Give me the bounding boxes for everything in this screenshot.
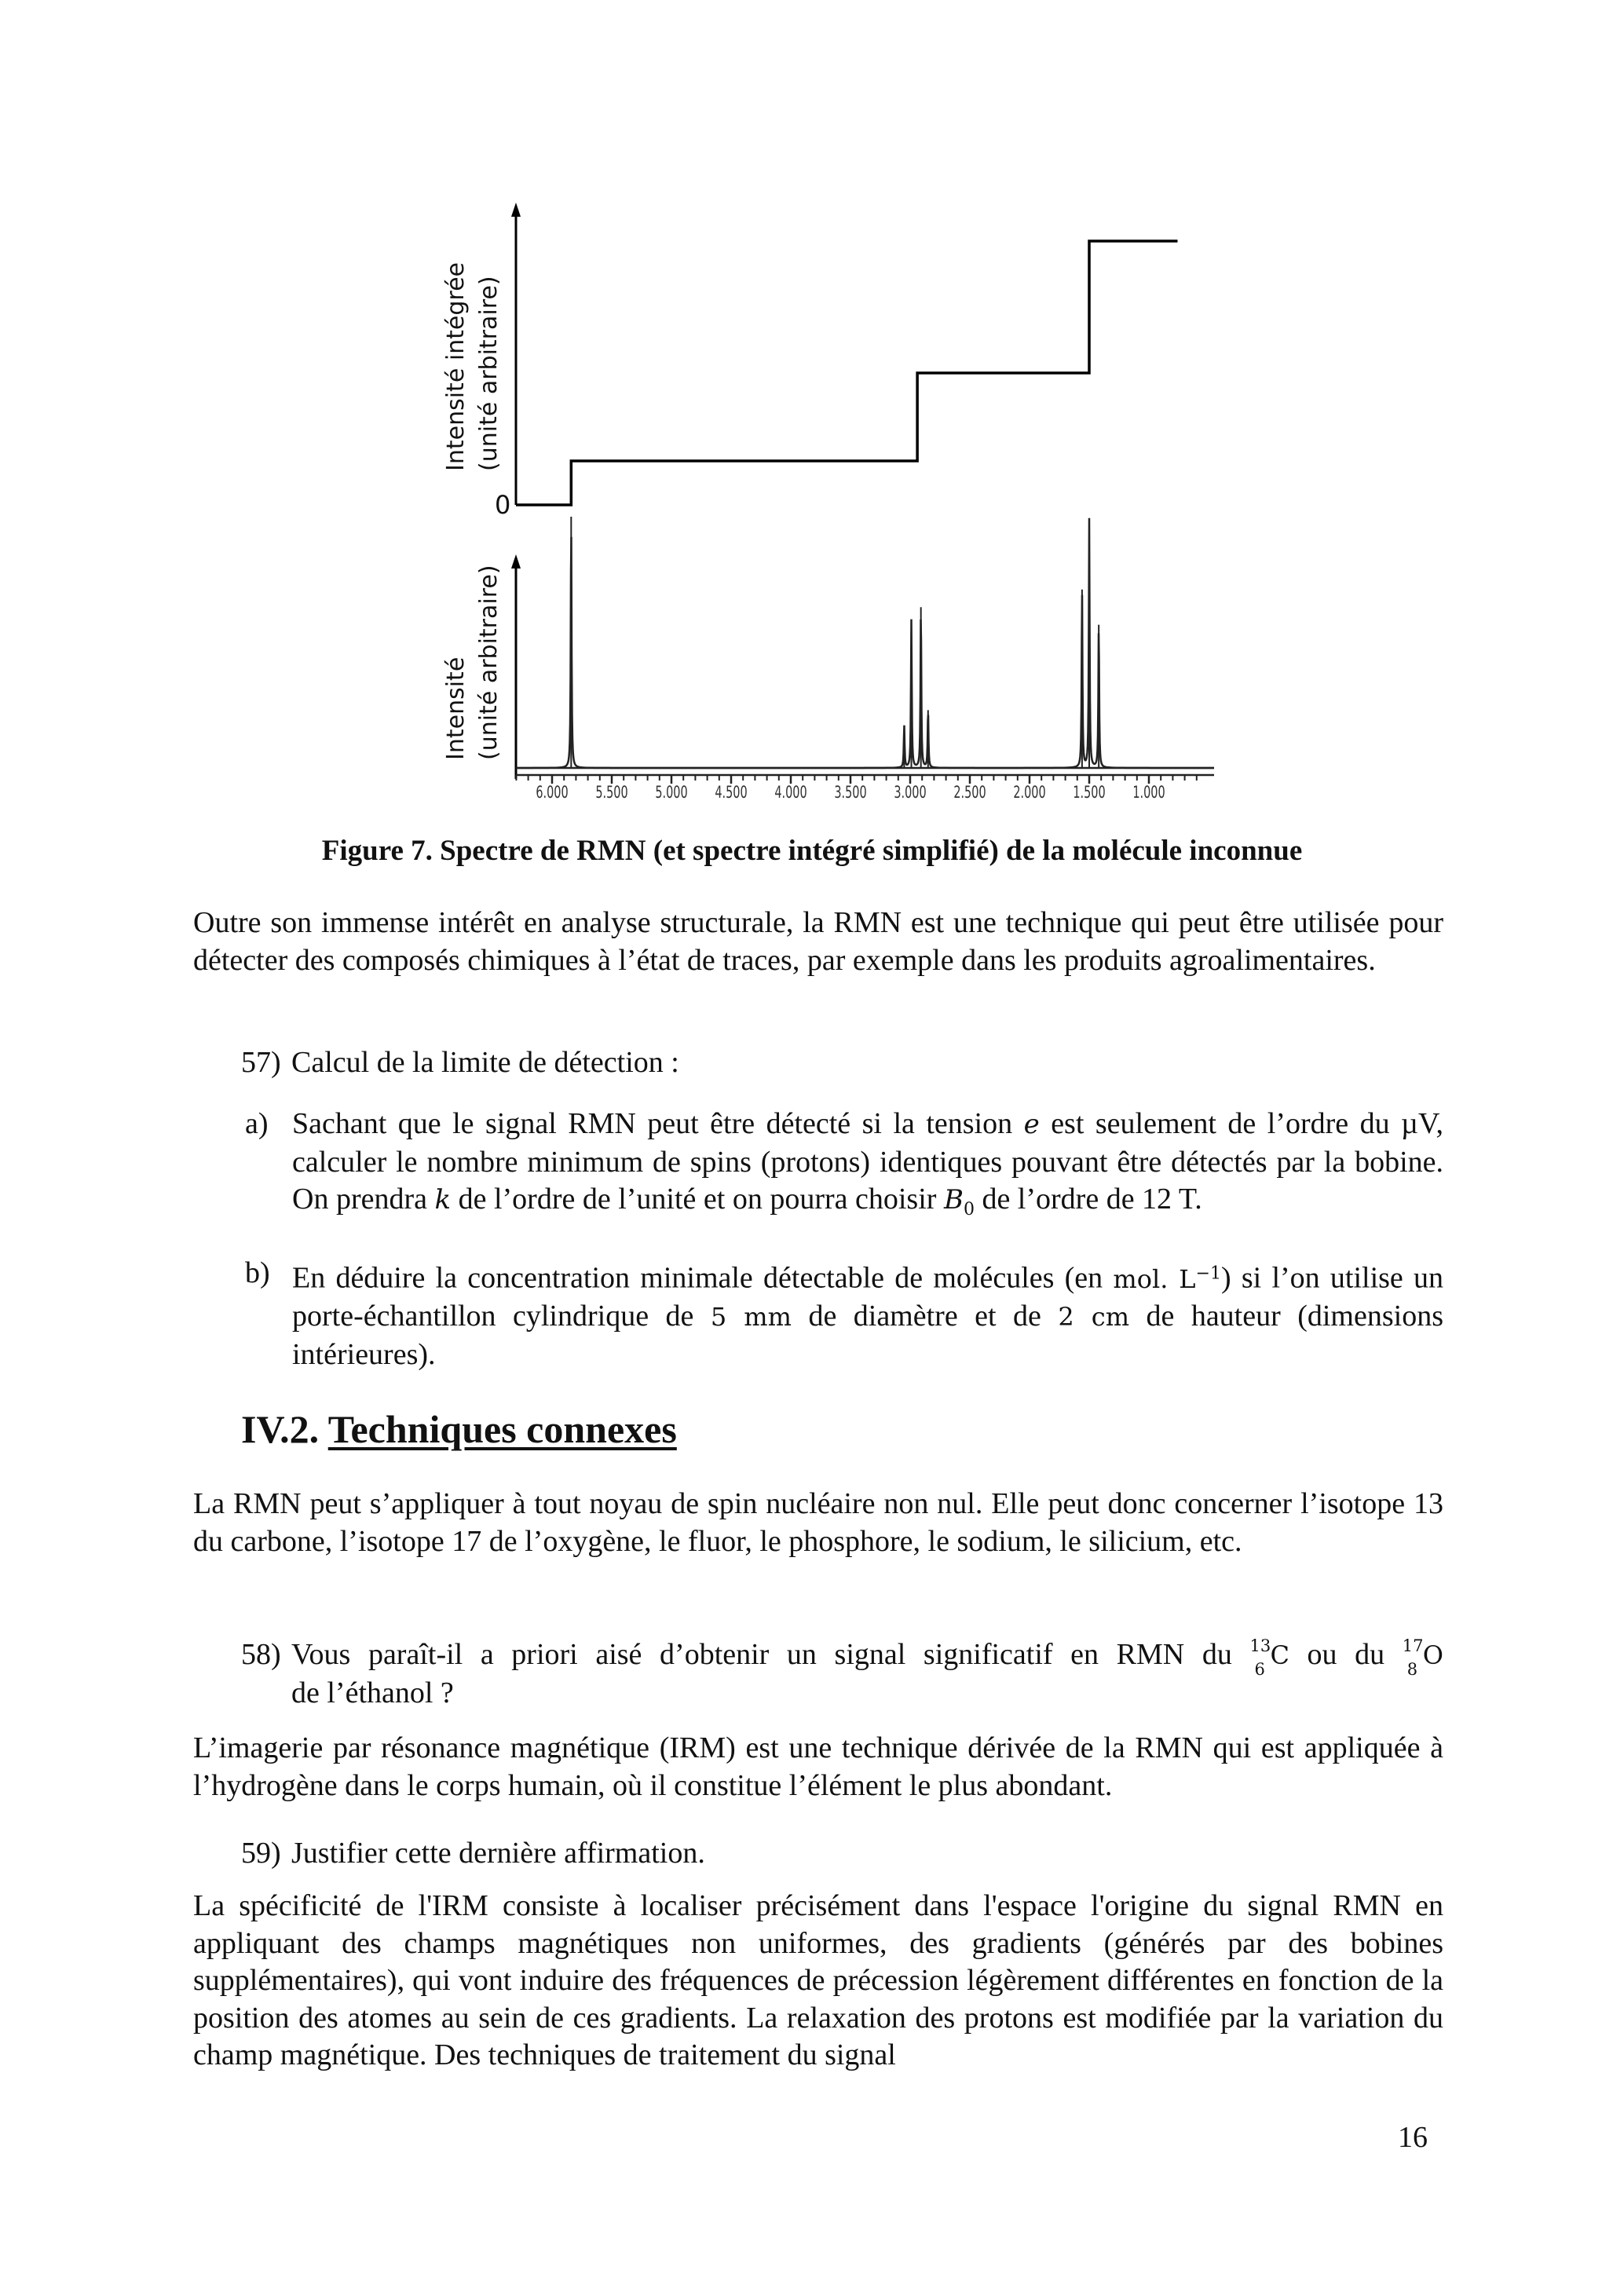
text-segment: de l’ordre de 12 T. bbox=[974, 1183, 1202, 1216]
nmr-figure bbox=[0, 0, 1624, 817]
spectrum-y-axis-arrow-icon bbox=[511, 554, 521, 569]
spectrum-ylabel-line2: (unité arbitraire) bbox=[475, 565, 503, 760]
question-number: 59) bbox=[241, 1837, 281, 1870]
text-segment: ) si l’on utilise un porte-échantillon cylindrique de bbox=[292, 1261, 1444, 1333]
isotope-z: 6 bbox=[1254, 1660, 1265, 1679]
paragraph-irm-specificity: La spécificité de l'IRM consiste à localiser précisément dans l'espace l'origine du signal RMN en appliquant des champs magnétiques non uniformes, des gradients (générés par des bobines supplémentaires), qui vont induire des fréquences de précession légèrement différentes en fonction de la position des atomes au sein de ces gradients. La relaxation des protons est modifiée par la variation du champ magnétique. Des techniques de traitement du signal bbox=[193, 1889, 1443, 2071]
question-59 bbox=[241, 1835, 1443, 1873]
text-segment: de hauteur (dimensions intérieures). bbox=[292, 1300, 1443, 1371]
x-tick-label: 3.500 bbox=[834, 783, 867, 803]
question-57a bbox=[245, 1106, 1443, 1228]
spectrum-chart bbox=[442, 517, 1214, 803]
paragraph-techniques: La RMN peut s’appliquer à tout noyau de spin nucléaire non nul. Elle peut donc concerner l’isotope 13 du carbone, l’isotope 17 de l’oxygène, le fluor, le phosphore, le sodium, le silicium, etc. bbox=[193, 1487, 1443, 1558]
question-text: Calcul de la limite de détection : bbox=[291, 1046, 679, 1079]
question-number: 57) bbox=[241, 1046, 281, 1079]
text-segment: Sachant que le signal RMN peut être détecté si la tension bbox=[292, 1107, 1024, 1140]
figure-caption: Figure 7. Spectre de RMN (et spectre intégré simplifié) de la molécule inconnue bbox=[321, 835, 1303, 867]
x-tick-label: 5.500 bbox=[595, 783, 628, 803]
text-segment: Vous paraît-il a priori aisé d’obtenir un signal significatif en RMN du bbox=[291, 1638, 1250, 1671]
isotope-mass: 13 bbox=[1249, 1636, 1271, 1655]
question-text: Justifier cette dernière affirmation. bbox=[291, 1837, 705, 1870]
unit-base: mol. L bbox=[1113, 1263, 1196, 1294]
integral-zero-label: 0 bbox=[495, 490, 511, 520]
integral-chart bbox=[442, 203, 1177, 520]
variable-k: k bbox=[434, 1184, 452, 1216]
unit bbox=[1113, 1264, 1221, 1294]
variable-b: B bbox=[943, 1184, 964, 1216]
page-number: 16 bbox=[1398, 2121, 1428, 2154]
unit-exponent: −1 bbox=[1195, 1263, 1221, 1283]
section-heading bbox=[241, 1406, 677, 1453]
isotope-mass: 17 bbox=[1402, 1636, 1424, 1655]
item-label: b) bbox=[245, 1256, 270, 1289]
isotope-c13 bbox=[1249, 1636, 1289, 1679]
diameter-value: 5 mm bbox=[710, 1302, 792, 1333]
question-57b bbox=[245, 1255, 1444, 1373]
x-tick-label: 4.000 bbox=[774, 783, 807, 803]
question-number: 58) bbox=[241, 1638, 281, 1671]
spectrum-ylabel-line1: Intensité bbox=[442, 656, 470, 760]
question-58 bbox=[241, 1636, 1443, 1712]
spectrum-peaks bbox=[517, 517, 1214, 768]
isotope-symbol: C bbox=[1270, 1640, 1289, 1670]
x-tick-label: 3.000 bbox=[894, 783, 927, 803]
question-57 bbox=[241, 1044, 1443, 1082]
question-58-line2: de l’éthanol ? bbox=[291, 1676, 454, 1709]
text-segment: En déduire la concentration minimale détectable de molécules (en bbox=[292, 1261, 1114, 1295]
item-label: a) bbox=[245, 1107, 269, 1140]
variable-b0 bbox=[943, 1184, 975, 1219]
text-segment: de diamètre et de bbox=[792, 1300, 1059, 1333]
text-segment: ou du bbox=[1289, 1638, 1403, 1671]
integral-y-axis-arrow-icon bbox=[511, 203, 521, 217]
integral-ylabel-line1: Intensité intégrée bbox=[442, 261, 470, 471]
isotope-z: 8 bbox=[1406, 1660, 1418, 1679]
variable-b-subscript: 0 bbox=[963, 1199, 975, 1219]
integral-step-curve bbox=[510, 241, 1178, 505]
text-segment: est seulement de l’ordre du µV, calculer le nombre minimum de spins (protons) identiques pouvant être détectés par la bobine. On prendra bbox=[292, 1107, 1443, 1216]
x-tick-label: 2.000 bbox=[1013, 783, 1046, 803]
section-title: Techniques connexes bbox=[327, 1407, 677, 1451]
spectrum-curve bbox=[517, 518, 1214, 768]
isotope-symbol: O bbox=[1422, 1640, 1444, 1670]
x-tick-label: 1.000 bbox=[1132, 783, 1165, 803]
section-number: IV.2. bbox=[241, 1407, 320, 1451]
x-tick-label: 1.500 bbox=[1073, 783, 1106, 803]
height-value: 2 cm bbox=[1058, 1302, 1130, 1333]
spectrum-x-ticks bbox=[516, 775, 1196, 784]
integral-ylabel-line2: (unité arbitraire) bbox=[475, 276, 503, 471]
x-tick-label: 6.000 bbox=[536, 783, 569, 803]
x-tick-label: 5.000 bbox=[655, 783, 688, 803]
isotope-o17 bbox=[1402, 1636, 1444, 1679]
variable-e: e bbox=[1023, 1109, 1040, 1140]
text-segment: de l’ordre de l’unité et on pourra choisir bbox=[451, 1183, 944, 1216]
spectrum-x-tick-labels bbox=[536, 784, 1165, 803]
intro-paragraph: Outre son immense intérêt en analyse structurale, la RMN est une technique qui peut être utilisée pour détecter des composés chimiques à l’état de traces, par exemple dans les produits agroalimentaires. bbox=[193, 906, 1443, 977]
x-tick-label: 2.500 bbox=[953, 783, 986, 803]
x-tick-label: 4.500 bbox=[715, 783, 748, 803]
paragraph-irm: L’imagerie par résonance magnétique (IRM) est une technique dérivée de la RMN qui est appliquée à l’hydrogène dans le corps humain, où il constitue l’élément le plus abondant. bbox=[193, 1731, 1443, 1802]
